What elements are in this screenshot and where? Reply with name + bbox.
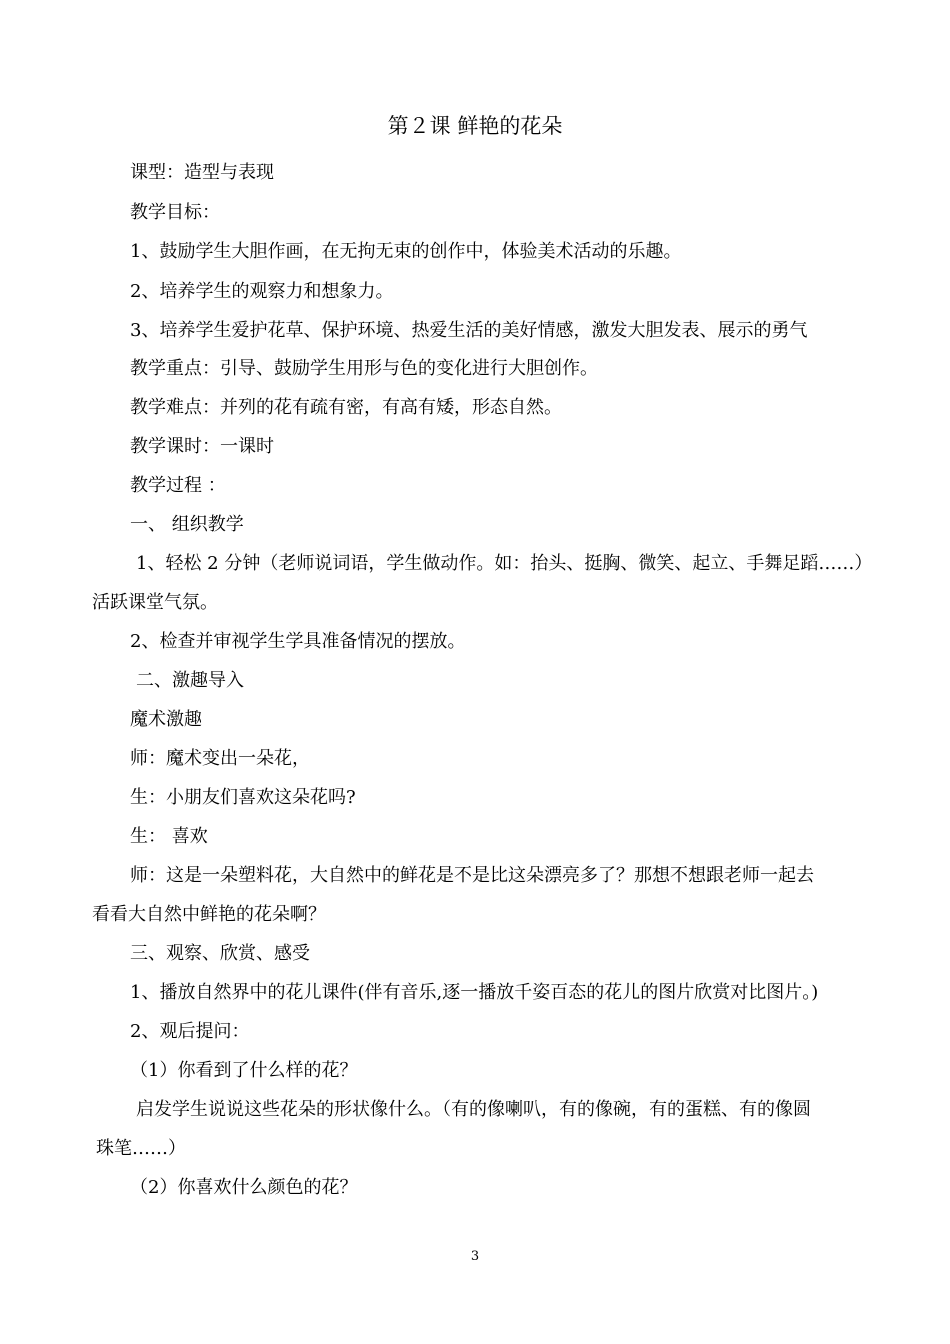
- step-1-line: 1、轻松 2 分钟（老师说词语，学生做动作。如：抬头、挺胸、微笑、起立、手舞足蹈……）: [136, 553, 873, 574]
- student-line-2: 生： 喜欢: [130, 826, 208, 847]
- magic-line: 魔术激趣: [130, 709, 202, 730]
- goal-2-line: 2、培养学生的观察力和想象力。: [130, 281, 394, 302]
- prompt-line: 启发学生说说这些花朵的形状像什么。（有的像喇叭，有的像碗，有的蛋糕、有的像圆: [136, 1099, 811, 1120]
- question-2-line: （2）你喜欢什么颜色的花？: [130, 1177, 358, 1198]
- key-point-line: 教学重点：引导、鼓励学生用形与色的变化进行大胆创作。: [130, 358, 598, 379]
- teaching-goals-heading: 教学目标：: [130, 202, 220, 223]
- difficulty-line: 教学难点：并列的花有疏有密，有高有矮，形态自然。: [130, 397, 562, 418]
- teacher-line-1: 师：魔术变出一朵花，: [130, 748, 310, 769]
- student-line-1: 生：小朋友们喜欢这朵花吗?: [130, 787, 356, 808]
- goal-1-line: 1、鼓励学生大胆作画，在无拘无束的创作中，体验美术活动的乐趣。: [130, 241, 682, 262]
- section-3-heading: 三、观察、欣赏、感受: [130, 943, 310, 964]
- lesson-type-line: 课型：造型与表现: [130, 162, 274, 183]
- step-1-continuation: 活跃课堂气氛。: [92, 592, 218, 613]
- teacher-line-2-continuation: 看看大自然中鲜艳的花朵啊？: [92, 904, 326, 925]
- section-2-heading: 二、激趣导入: [136, 670, 244, 691]
- section-1-heading: 一、 组织教学: [130, 514, 244, 535]
- goal-3-line: 3、培养学生爱护花草、保护环境、热爱生活的美好情感，激发大胆发表、展示的勇气: [130, 320, 808, 341]
- step-2-line: 2、检查并审视学生学具准备情况的摆放。: [130, 631, 466, 652]
- process-heading: 教学过程 ：: [130, 475, 226, 496]
- teacher-line-2: 师：这是一朵塑料花，大自然中的鲜花是不是比这朵漂亮多了？那想不想跟老师一起去: [130, 865, 814, 886]
- class-hours-line: 教学课时：一课时: [130, 436, 274, 457]
- page-number: 3: [470, 1249, 480, 1264]
- section-3-step-1: 1、播放自然界中的花儿课件(伴有音乐,逐一播放千姿百态的花儿的图片欣赏对比图片。): [130, 982, 819, 1003]
- section-3-step-2: 2、观后提问：: [130, 1021, 250, 1042]
- question-1-line: （1）你看到了什么样的花？: [130, 1060, 358, 1081]
- lesson-title: 第２课 鲜艳的花朵: [387, 114, 563, 138]
- prompt-continuation: 珠笔……）: [96, 1138, 186, 1159]
